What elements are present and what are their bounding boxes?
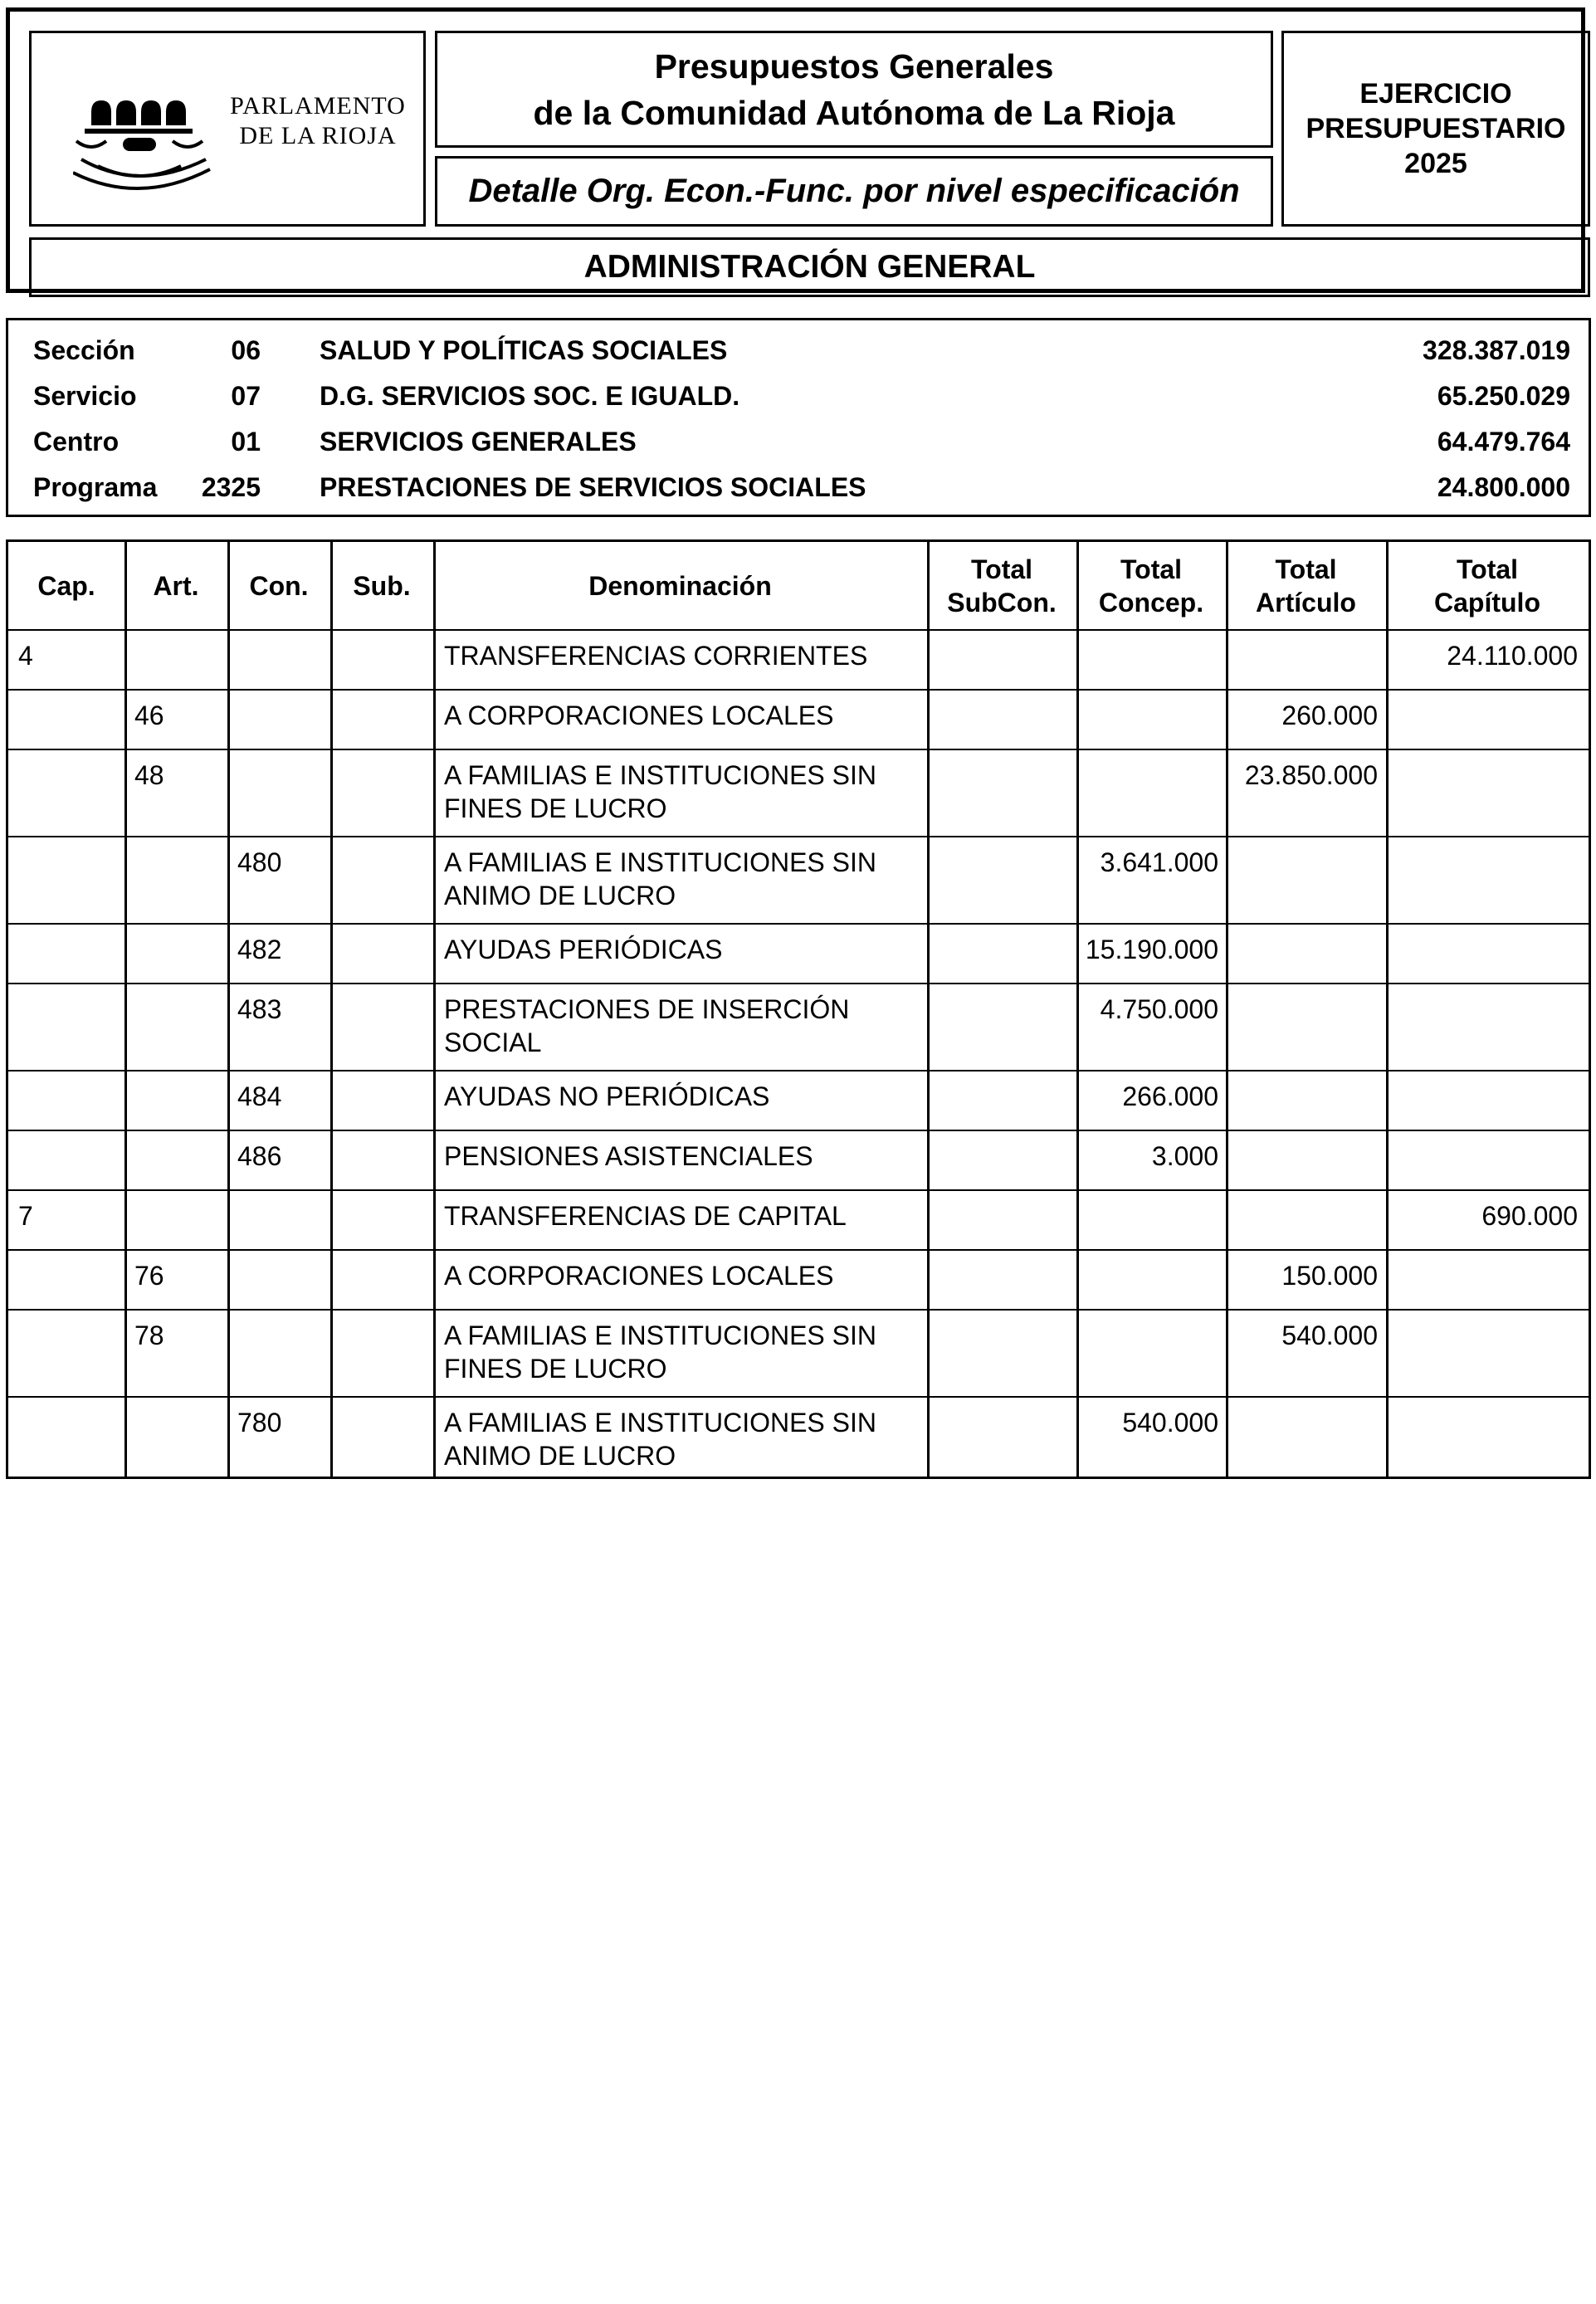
summary-row-servicio bbox=[8, 381, 1589, 414]
logo-line-2: DE LA RIOJA bbox=[239, 122, 397, 149]
document-header bbox=[6, 7, 1585, 293]
cell-art: 76 bbox=[134, 1261, 164, 1291]
column-divider bbox=[330, 542, 333, 1477]
col-header-text: Total bbox=[1120, 554, 1183, 584]
cell-total-articulo: 23.850.000 bbox=[1244, 760, 1378, 790]
cell-con: 486 bbox=[237, 1141, 282, 1171]
document-title bbox=[435, 31, 1273, 148]
cell-denominacion: A FAMILIAS E INSTITUCIONES SIN bbox=[444, 1320, 876, 1350]
summary-name: SERVICIOS GENERALES bbox=[320, 427, 637, 456]
col-header-denominacion: Denominación bbox=[588, 570, 772, 601]
summary-code: 01 bbox=[231, 427, 261, 456]
summary-label: Sección bbox=[33, 335, 135, 365]
cell-total-concep: 540.000 bbox=[1122, 1408, 1218, 1438]
col-header-sub: Sub. bbox=[353, 570, 411, 601]
summary-amount: 328.387.019 bbox=[1423, 335, 1570, 365]
row-divider bbox=[8, 1189, 1589, 1191]
cell-denominacion: TRANSFERENCIAS DE CAPITAL bbox=[444, 1201, 847, 1231]
cell-con: 482 bbox=[237, 935, 282, 964]
cell-art: 46 bbox=[134, 700, 164, 730]
title-line-2: de la Comunidad Autónoma de La Rioja bbox=[533, 93, 1175, 132]
cell-total-articulo: 260.000 bbox=[1281, 700, 1378, 730]
cell-total-concep: 266.000 bbox=[1122, 1081, 1218, 1111]
cell-denominacion: PENSIONES ASISTENCIALES bbox=[444, 1141, 813, 1171]
cell-denominacion-line-2: FINES DE LUCRO bbox=[444, 1354, 667, 1384]
cell-denominacion: AYUDAS NO PERIÓDICAS bbox=[444, 1081, 770, 1111]
cell-art: 48 bbox=[134, 760, 164, 790]
cell-denominacion: A FAMILIAS E INSTITUCIONES SIN bbox=[444, 760, 876, 790]
cell-total-articulo: 540.000 bbox=[1281, 1320, 1378, 1350]
summary-row-programa bbox=[8, 472, 1589, 505]
col-header-text: Total bbox=[1456, 554, 1519, 584]
cell-denominacion: A CORPORACIONES LOCALES bbox=[444, 1261, 834, 1291]
col-header-text: Total bbox=[970, 554, 1033, 584]
cell-denominacion-line-2: SOCIAL bbox=[444, 1028, 542, 1057]
row-divider bbox=[8, 1249, 1589, 1251]
row-divider bbox=[8, 983, 1589, 984]
logo-box bbox=[29, 31, 426, 227]
cell-denominacion-line-2: ANIMO DE LUCRO bbox=[444, 881, 676, 910]
row-divider bbox=[8, 1070, 1589, 1071]
ejercicio-year: 2025 bbox=[1404, 148, 1467, 179]
column-divider bbox=[124, 542, 127, 1477]
row-divider bbox=[8, 689, 1589, 691]
summary-amount: 65.250.029 bbox=[1437, 381, 1570, 411]
fiscal-year-box bbox=[1281, 31, 1590, 227]
col-header-cap: Cap. bbox=[37, 570, 95, 601]
cell-total-capitulo: 24.110.000 bbox=[1447, 641, 1578, 671]
summary-row-centro bbox=[8, 427, 1589, 460]
cell-con: 484 bbox=[237, 1081, 282, 1111]
summary-name: PRESTACIONES DE SERVICIOS SOCIALES bbox=[320, 472, 866, 502]
row-divider bbox=[8, 629, 1589, 631]
cell-total-articulo: 150.000 bbox=[1281, 1261, 1378, 1291]
summary-name: D.G. SERVICIOS SOC. E IGUALD. bbox=[320, 381, 740, 411]
row-divider bbox=[8, 923, 1589, 925]
summary-name: SALUD Y POLÍTICAS SOCIALES bbox=[320, 335, 728, 365]
ejercicio-line-1: EJERCICIO bbox=[1359, 78, 1512, 110]
cell-denominacion: A FAMILIAS E INSTITUCIONES SIN bbox=[444, 1408, 876, 1438]
ejercicio-line-2: PRESUPUESTARIO bbox=[1306, 113, 1566, 144]
summary-code: 2325 bbox=[201, 472, 261, 502]
cell-denominacion-line-2: FINES DE LUCRO bbox=[444, 793, 667, 823]
summary-label: Centro bbox=[33, 427, 120, 456]
col-header-text: Artículo bbox=[1256, 587, 1356, 617]
row-divider bbox=[8, 749, 1589, 750]
column-divider bbox=[227, 542, 230, 1477]
column-divider bbox=[927, 542, 930, 1477]
column-divider bbox=[1386, 542, 1389, 1477]
col-header-text: SubCon. bbox=[947, 587, 1057, 617]
col-header-art: Art. bbox=[153, 570, 199, 601]
cell-con: 780 bbox=[237, 1408, 282, 1438]
row-divider bbox=[8, 1130, 1589, 1131]
cell-total-capitulo: 690.000 bbox=[1481, 1201, 1578, 1231]
summary-amount: 64.479.764 bbox=[1437, 427, 1570, 456]
section-banner: ADMINISTRACIÓN GENERAL bbox=[29, 237, 1590, 297]
row-divider bbox=[8, 836, 1589, 837]
cell-total-concep: 15.190.000 bbox=[1085, 935, 1218, 964]
summary-row-seccion bbox=[8, 335, 1589, 369]
cell-art: 78 bbox=[134, 1320, 164, 1350]
cell-total-concep: 3.000 bbox=[1151, 1141, 1218, 1171]
cell-denominacion-line-2: ANIMO DE LUCRO bbox=[444, 1441, 676, 1471]
col-header-total-articulo bbox=[1226, 542, 1386, 629]
col-header-text: Capítulo bbox=[1434, 587, 1540, 617]
budget-table bbox=[6, 539, 1591, 1479]
cell-total-concep: 3.641.000 bbox=[1100, 847, 1218, 877]
col-header-total-subcon bbox=[927, 542, 1076, 629]
cell-total-concep: 4.750.000 bbox=[1100, 994, 1218, 1024]
summary-label: Servicio bbox=[33, 381, 137, 411]
cell-denominacion: TRANSFERENCIAS CORRIENTES bbox=[444, 641, 868, 671]
cell-con: 483 bbox=[237, 994, 282, 1024]
col-header-text: Total bbox=[1275, 554, 1337, 584]
parliament-emblem-icon bbox=[73, 83, 214, 191]
logo-text bbox=[210, 91, 426, 151]
cell-denominacion: A CORPORACIONES LOCALES bbox=[444, 700, 834, 730]
budget-summary bbox=[6, 318, 1591, 517]
cell-con: 480 bbox=[237, 847, 282, 877]
cell-denominacion: A FAMILIAS E INSTITUCIONES SIN bbox=[444, 847, 876, 877]
row-divider bbox=[8, 1309, 1589, 1311]
col-header-con: Con. bbox=[249, 570, 309, 601]
row-divider bbox=[8, 1396, 1589, 1398]
summary-amount: 24.800.000 bbox=[1437, 472, 1570, 502]
cell-cap: 7 bbox=[18, 1201, 33, 1231]
summary-code: 07 bbox=[231, 381, 261, 411]
col-header-total-concep bbox=[1076, 542, 1226, 629]
document-subtitle: Detalle Org. Econ.-Func. por nivel especificación bbox=[435, 156, 1273, 227]
col-header-total-capitulo bbox=[1386, 542, 1589, 629]
logo-line-1: PARLAMENTO bbox=[230, 92, 406, 120]
cell-denominacion: PRESTACIONES DE INSERCIÓN bbox=[444, 994, 850, 1024]
title-line-1: Presupuestos Generales bbox=[654, 46, 1054, 85]
column-divider bbox=[433, 542, 436, 1477]
summary-code: 06 bbox=[231, 335, 261, 365]
summary-label: Programa bbox=[33, 472, 158, 502]
col-header-text: Concep. bbox=[1098, 587, 1204, 617]
cell-cap: 4 bbox=[18, 641, 33, 671]
cell-denominacion: AYUDAS PERIÓDICAS bbox=[444, 935, 723, 964]
